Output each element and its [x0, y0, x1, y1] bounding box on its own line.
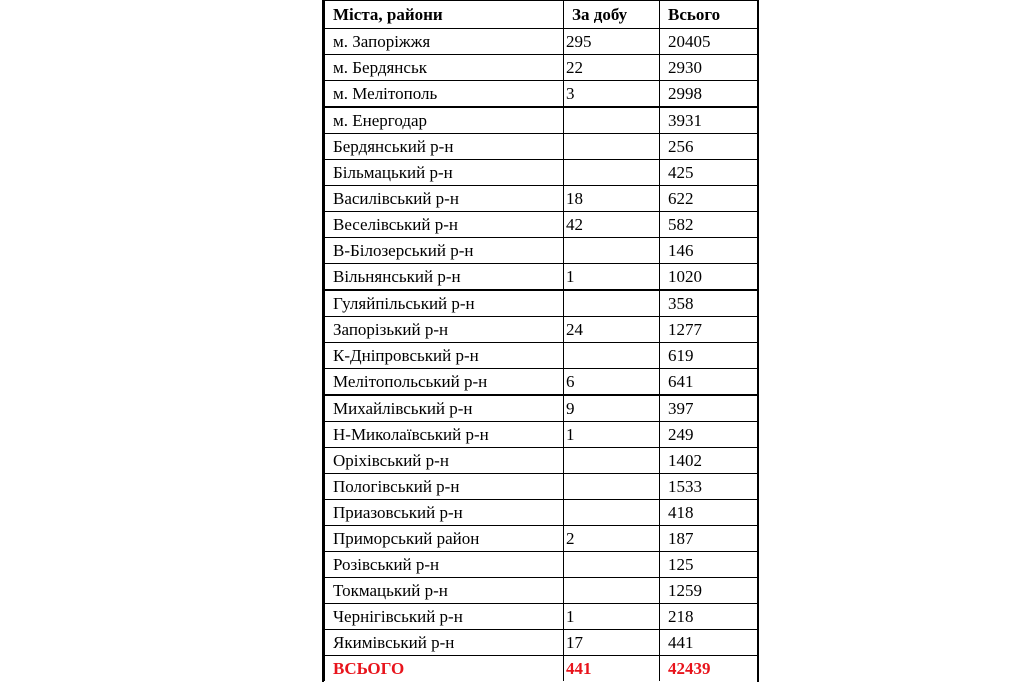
- region-name-cell: Бердянський р-н: [325, 134, 564, 160]
- region-name-cell: Токмацький р-н: [325, 578, 564, 604]
- total-cell: 20405: [660, 29, 758, 55]
- per-day-cell: 2: [564, 526, 660, 552]
- table-row: [325, 290, 758, 317]
- per-day-cell: [564, 160, 660, 186]
- statistics-table: [324, 0, 758, 681]
- table-row: [325, 212, 758, 238]
- region-name-cell: Приазовський р-н: [325, 500, 564, 526]
- table-row: [325, 55, 758, 81]
- table-row: [325, 107, 758, 134]
- region-name-cell: м. Мелітополь: [325, 81, 564, 108]
- region-name-cell: Мелітопольський р-н: [325, 369, 564, 396]
- total-cell: 358: [660, 290, 758, 317]
- per-day-cell: [564, 343, 660, 369]
- table-total-row: [325, 656, 758, 682]
- table-row: [325, 81, 758, 108]
- table-row: [325, 500, 758, 526]
- total-cell: 256: [660, 134, 758, 160]
- total-cell: 418: [660, 500, 758, 526]
- total-cell: 125: [660, 552, 758, 578]
- total-cell: 582: [660, 212, 758, 238]
- total-cell: 218: [660, 604, 758, 630]
- table-row: [325, 474, 758, 500]
- total-cell: 2998: [660, 81, 758, 108]
- region-name-cell: К-Дніпровський р-н: [325, 343, 564, 369]
- total-cell: 622: [660, 186, 758, 212]
- table-row: [325, 552, 758, 578]
- total-cell: 1402: [660, 448, 758, 474]
- region-name-cell: Вільнянський р-н: [325, 264, 564, 291]
- total-cell: 1259: [660, 578, 758, 604]
- region-name-cell: м. Бердянськ: [325, 55, 564, 81]
- table-row: [325, 422, 758, 448]
- document-sheet: [322, 0, 759, 682]
- table-row: [325, 369, 758, 396]
- table-row: [325, 238, 758, 264]
- region-name-cell: Михайлівський р-н: [325, 395, 564, 422]
- total-cell: 619: [660, 343, 758, 369]
- per-day-cell: 1: [564, 264, 660, 291]
- table-row: [325, 186, 758, 212]
- per-day-cell: [564, 474, 660, 500]
- per-day-cell: 6: [564, 369, 660, 396]
- table-row: [325, 317, 758, 343]
- table-row: [325, 604, 758, 630]
- per-day-cell: [564, 290, 660, 317]
- region-name-cell: Більмацький р-н: [325, 160, 564, 186]
- per-day-cell: 18: [564, 186, 660, 212]
- region-name-cell: Приморський район: [325, 526, 564, 552]
- region-name-cell: Василівський р-н: [325, 186, 564, 212]
- per-day-cell: [564, 107, 660, 134]
- per-day-cell: 295: [564, 29, 660, 55]
- table-row: [325, 29, 758, 55]
- region-name-cell: Пологівський р-н: [325, 474, 564, 500]
- table-row: [325, 526, 758, 552]
- region-name-cell: Веселівський р-н: [325, 212, 564, 238]
- total-cell: 425: [660, 160, 758, 186]
- per-day-cell: [564, 448, 660, 474]
- header-cities-districts: Міста, райони: [325, 1, 564, 29]
- total-cell: 441: [660, 630, 758, 656]
- total-cell: 1533: [660, 474, 758, 500]
- table-row: [325, 578, 758, 604]
- total-cell: 146: [660, 238, 758, 264]
- per-day-cell: 9: [564, 395, 660, 422]
- region-name-cell: м. Енергодар: [325, 107, 564, 134]
- total-sum-cell: 42439: [660, 656, 758, 682]
- table-header-row: [325, 1, 758, 29]
- region-name-cell: Чернігівський р-н: [325, 604, 564, 630]
- region-name-cell: Якимівський р-н: [325, 630, 564, 656]
- total-cell: 1020: [660, 264, 758, 291]
- per-day-cell: 1: [564, 422, 660, 448]
- table-row: [325, 395, 758, 422]
- total-cell: 2930: [660, 55, 758, 81]
- table-row: [325, 448, 758, 474]
- region-name-cell: Оріхівський р-н: [325, 448, 564, 474]
- per-day-cell: 1: [564, 604, 660, 630]
- per-day-cell: [564, 578, 660, 604]
- total-cell: 187: [660, 526, 758, 552]
- region-name-cell: Гуляйпільський р-н: [325, 290, 564, 317]
- per-day-cell: [564, 238, 660, 264]
- per-day-cell: [564, 500, 660, 526]
- total-cell: 1277: [660, 317, 758, 343]
- per-day-cell: [564, 552, 660, 578]
- total-cell: 3931: [660, 107, 758, 134]
- per-day-cell: [564, 134, 660, 160]
- table-row: [325, 134, 758, 160]
- table-row: [325, 343, 758, 369]
- table-row: [325, 264, 758, 291]
- table-row: [325, 630, 758, 656]
- region-name-cell: Н-Миколаївський р-н: [325, 422, 564, 448]
- per-day-cell: 17: [564, 630, 660, 656]
- region-name-cell: Розівський р-н: [325, 552, 564, 578]
- per-day-cell: 3: [564, 81, 660, 108]
- table-body: [325, 29, 758, 682]
- total-label-cell: ВСЬОГО: [325, 656, 564, 682]
- region-name-cell: м. Запоріжжя: [325, 29, 564, 55]
- per-day-cell: 22: [564, 55, 660, 81]
- per-day-cell: 42: [564, 212, 660, 238]
- region-name-cell: Запорізький р-н: [325, 317, 564, 343]
- table-row: [325, 160, 758, 186]
- header-per-day: За добу: [564, 1, 660, 29]
- total-cell: 641: [660, 369, 758, 396]
- per-day-cell: 24: [564, 317, 660, 343]
- total-cell: 249: [660, 422, 758, 448]
- header-total: Всього: [660, 1, 758, 29]
- total-per-day-cell: 441: [564, 656, 660, 682]
- region-name-cell: В-Білозерський р-н: [325, 238, 564, 264]
- total-cell: 397: [660, 395, 758, 422]
